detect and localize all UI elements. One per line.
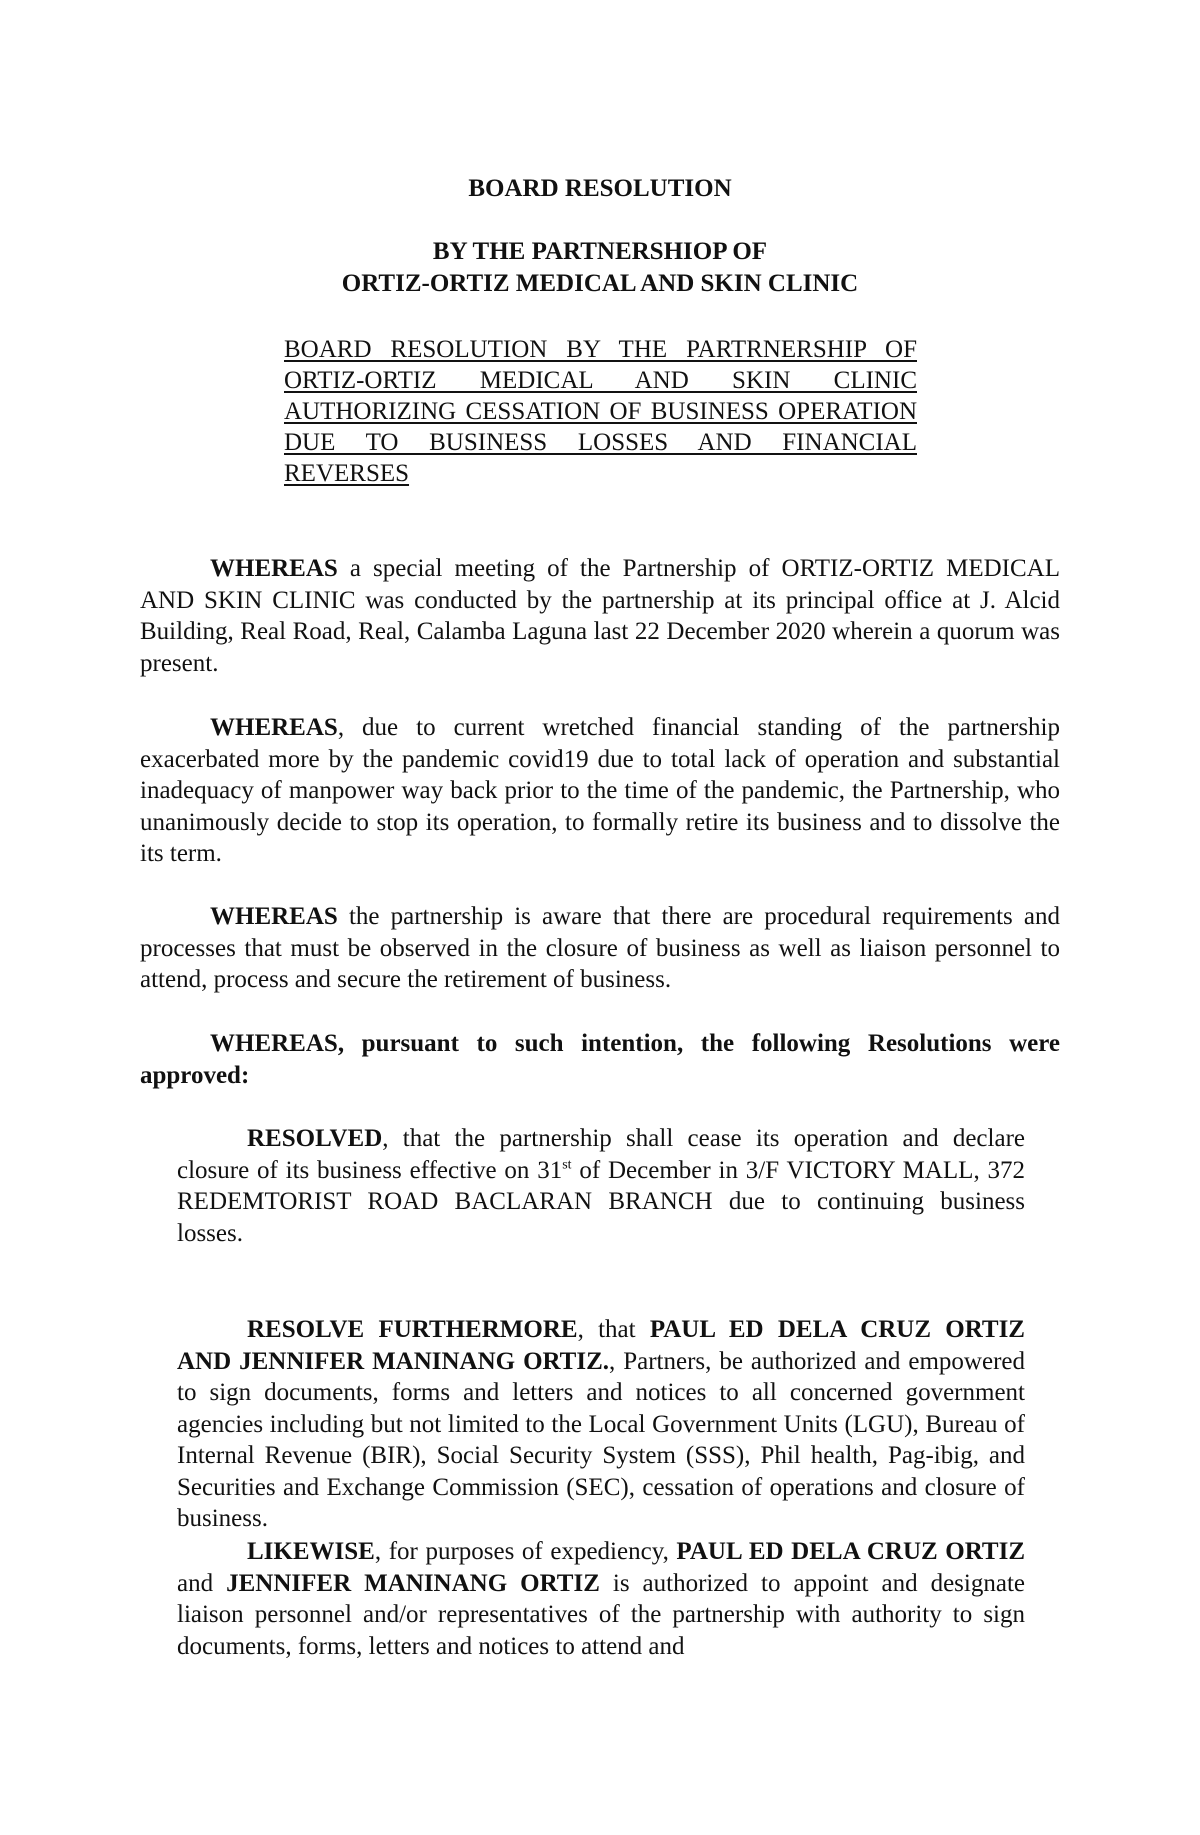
whereas-paragraph-2 bbox=[140, 712, 1060, 870]
resolution-caption: BOARD RESOLUTION BY THE PARTRNERSHIP OF ORTIZ-ORTIZ MEDICAL AND SKIN CLINIC AUTHORIZING CESSATION OF BUSINESS OPERATION DUE TO BUSINESS LOSSES AND FINANCIAL REVERSES bbox=[284, 336, 917, 487]
likewise-paragraph bbox=[177, 1536, 1025, 1662]
likewise-text-c: is authorized to appoint and designate liaison personnel and/or representatives of the partnership with authority to sign documents, forms, letters and notices to attend and bbox=[177, 1569, 1025, 1660]
partner-name-1: PAUL ED DELA CRUZ ORTIZ bbox=[676, 1538, 1025, 1565]
resolved-text-b: of December in 3/F VICTORY MALL, 372 REDEMTORIST ROAD BACLARAN BRANCH due to continuing business losses. bbox=[177, 1156, 1026, 1247]
likewise-text-a: , for purposes of expediency, bbox=[374, 1538, 677, 1565]
document-title: BOARD RESOLUTION bbox=[468, 175, 732, 202]
furthermore-text-a: , that bbox=[577, 1316, 650, 1343]
ordinal-suffix: st bbox=[562, 1157, 572, 1173]
whereas-paragraph-3 bbox=[140, 901, 1060, 996]
whereas-lead: WHEREAS bbox=[210, 1030, 338, 1057]
partner-name-2: JENNIFER MANINANG ORTIZ bbox=[226, 1569, 600, 1597]
likewise-text-b: and bbox=[177, 1569, 227, 1597]
resolved-text-a: , that the partnership shall cease its operation and declare closure of its business effective on 31 bbox=[177, 1125, 1025, 1184]
whereas-lead: WHEREAS bbox=[210, 714, 338, 741]
resolved-lead: RESOLVED bbox=[247, 1125, 383, 1152]
subtitle-line-1: BY THE PARTNERSHIOP OF bbox=[432, 238, 768, 265]
whereas-text: , pursuant to such intention, the following Resolutions were approved: bbox=[140, 1030, 1060, 1089]
furthermore-paragraph bbox=[177, 1314, 1025, 1535]
whereas-text: a special meeting of the Partnership of ORTIZ-ORTIZ MEDICAL AND SKIN CLINIC was conducted by the partnership at its principal office at J. Alcid Building, Real Road, Real, Calamba Laguna last 22 December 2020 wherein a quorum was present. bbox=[140, 555, 1060, 677]
whereas-text: the partnership is aware that there are procedural requirements and processes that must be observed in the closure of business as well as liaison personnel to attend, process and secure the retirement of business. bbox=[140, 903, 1060, 993]
whereas-paragraph-1 bbox=[140, 553, 1060, 679]
subtitle-line-2: ORTIZ-ORTIZ MEDICAL AND SKIN CLINIC bbox=[341, 270, 859, 297]
whereas-text: , due to current wretched financial standing of the partnership exacerbated more by the pandemic covid19 due to total lack of operation and substantial inadequacy of manpower way back prior to the time of the pandemic, the Partnership, who unanimously decide to stop its operation, to formally retire its business and to dissolve the its term. bbox=[140, 714, 1060, 867]
whereas-lead: WHEREAS bbox=[210, 903, 338, 930]
furthermore-lead: RESOLVE FURTHERMORE bbox=[247, 1316, 578, 1343]
whereas-lead: WHEREAS bbox=[210, 555, 338, 582]
whereas-paragraph-4 bbox=[140, 1028, 1060, 1091]
likewise-lead: LIKEWISE bbox=[247, 1538, 375, 1565]
resolved-paragraph bbox=[177, 1123, 1025, 1249]
partner-names: PAUL ED DELA CRUZ ORTIZ AND JENNIFER MANINANG ORTIZ. bbox=[177, 1316, 1025, 1375]
furthermore-text-b: , Partners, be authorized and empowered to sign documents, forms and letters and notices to all concerned government agencies including but not limited to the Local Government Units (LGU), Bureau of Internal Revenue (BIR), Social Security System (SSS), Phil health, Pag-ibig, and Securities and Exchange Commission (SEC), cessation of operations and closure of business. bbox=[177, 1347, 1025, 1532]
